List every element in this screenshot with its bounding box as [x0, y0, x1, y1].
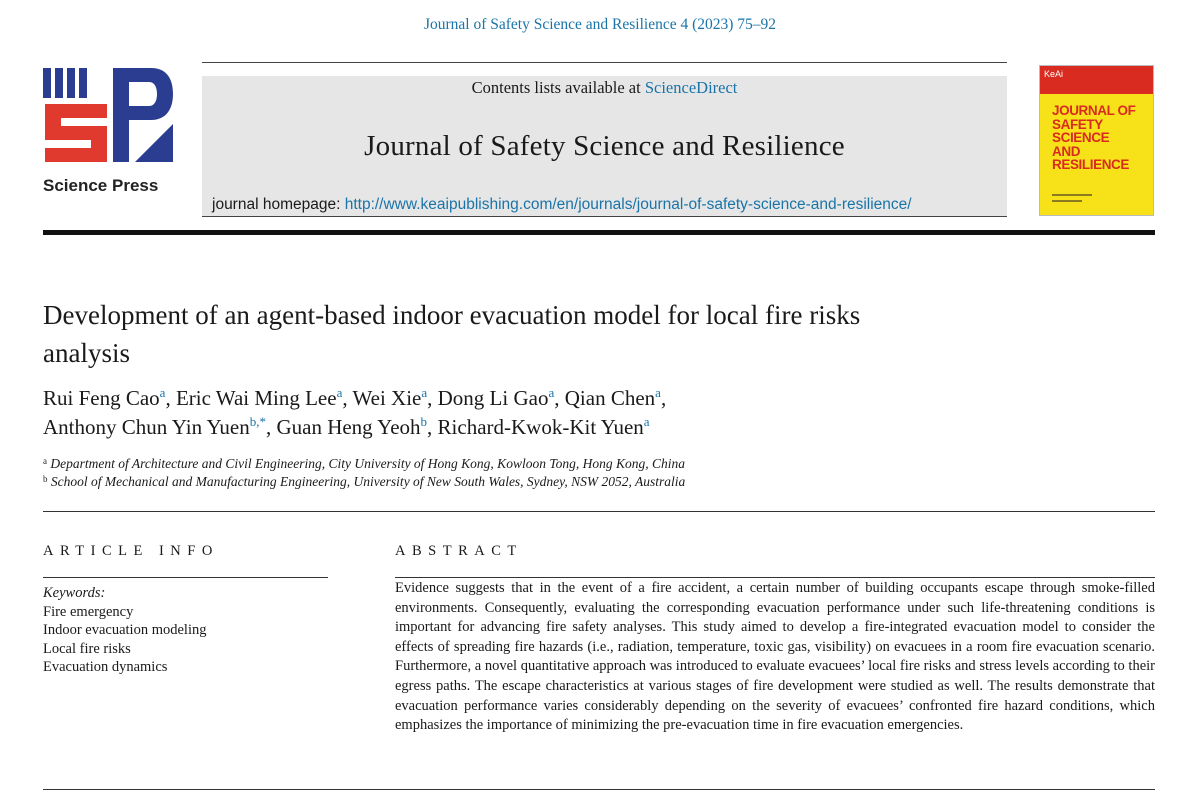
cover-title [1052, 104, 1152, 172]
keyword-item[interactable]: Fire emergency [43, 603, 134, 620]
homepage-line [212, 196, 912, 214]
article-info-heading: ARTICLE INFO [43, 543, 219, 559]
affiliations [43, 455, 685, 491]
author-separator: , [427, 386, 438, 410]
article-title [43, 296, 1093, 372]
abstract-heading: ABSTRACT [395, 543, 523, 559]
affiliation-text: Department of Architecture and Civil Engineering, City University of Hong Kong, Kowloon Tong, Hong Kong, China [50, 456, 685, 471]
author-separator: , [660, 386, 667, 410]
author-name[interactable]: Dong Li Gao [437, 386, 549, 410]
abstract-rule [395, 577, 1155, 578]
affiliation [43, 473, 685, 491]
publisher-name: Science Press [43, 176, 159, 195]
homepage-link[interactable]: http://www.keaipublishing.com/en/journals/journal-of-safety-science-and-resilience/ [344, 196, 912, 213]
journal-citation[interactable]: Journal of Safety Science and Resilience 4 (2023) 75–92 [423, 16, 777, 33]
cover-fine-print [1052, 194, 1092, 196]
section-divider [43, 511, 1155, 512]
affiliation-letter: a [43, 456, 47, 466]
cover-brand: KeAi [1044, 69, 1064, 79]
article-title-line1: Development of an agent-based indoor evacuation model for local fire risks [43, 300, 861, 330]
cover-title-line1: JOURNAL OF [1052, 103, 1136, 118]
keyword-item[interactable]: Evacuation dynamics [43, 659, 168, 675]
author-line [43, 384, 1143, 413]
header-top-rule [202, 62, 1007, 63]
keywords-label: Keywords: [43, 585, 106, 601]
affiliation-letter: b [43, 474, 48, 484]
cover-title-line3: AND RESILIENCE [1052, 143, 1130, 172]
author-separator: , [342, 386, 353, 410]
author-name[interactable]: Wei Xie [352, 386, 422, 410]
cover-title-line2: SAFETY SCIENCE [1052, 116, 1110, 145]
journal-header [202, 76, 1007, 216]
author-name[interactable]: Qian Chen [564, 386, 656, 410]
affiliation-mark[interactable]: a [643, 414, 650, 429]
cover-fine-print [1052, 200, 1082, 202]
author-separator: , [554, 386, 565, 410]
author-separator: , [427, 415, 438, 439]
abstract-text: Evidence suggests that in the event of a fire accident, a certain number of building occupants escape through smoke-filled environments. Consequently, evaluating the corresponding evacuation performance under such life-threatening conditions is important for advancing fire safety analyses. This study aimed to develop a fire-integrated evacuation model to consider the effects of spreading fire hazards (i.e., radiation, temperature, toxic gas, visibility) on evacuees in a room fire evacuation scenario. Furthermore, a novel quantitative approach was introduced to evaluate evacuees’ local fire risks and stress levels according to their egress paths. The escape characteristics at various stages of fire development were studied as well. The results demonstrate that evacuation performance varies considerably depending on the severity of evacuees’ confronted fire hazard conditions, which emphasizes the importance of minimizing the pre-evacuation time in fire evacuation emergencies. [395, 580, 1155, 734]
affiliation-mark[interactable]: a [336, 385, 343, 400]
keywords-section [43, 584, 206, 677]
author-name[interactable]: Anthony Chun Yin Yuen [43, 415, 250, 439]
author-list [43, 384, 1143, 442]
keyword-item[interactable]: Local fire risks [43, 640, 131, 657]
header-bottom-rule [202, 216, 1007, 217]
author-separator: , [265, 415, 277, 439]
sciencedirect-link[interactable]: ScienceDirect [644, 78, 738, 97]
affiliation-mark[interactable]: a [421, 385, 428, 400]
contents-prefix: Contents lists available at [471, 78, 645, 97]
author-name[interactable]: Guan Heng Yeoh [276, 415, 421, 439]
author-name[interactable]: Eric Wai Ming Lee [175, 386, 337, 410]
affiliation-mark[interactable]: a [655, 385, 661, 400]
affiliation-text: School of Mechanical and Manufacturing Engineering, University of New South Wales, Sydney, NSW 2052, Australia [50, 474, 686, 489]
journal-cover [1039, 65, 1154, 216]
article-title-line2: analysis [43, 338, 130, 368]
contents-line [202, 78, 1007, 98]
article-info-rule [43, 577, 328, 578]
homepage-label: journal homepage: [212, 196, 345, 213]
affiliation-mark[interactable]: a [548, 385, 555, 400]
author-name[interactable]: Rui Feng Cao [43, 386, 160, 410]
author-separator: , [165, 386, 176, 410]
author-line [43, 413, 1143, 442]
affiliation-mark[interactable]: b [420, 414, 428, 429]
affiliation-mark[interactable]: a [159, 385, 166, 400]
header-thick-rule [43, 230, 1155, 235]
keyword-item[interactable]: Indoor evacuation modeling [43, 622, 207, 638]
journal-name: Journal of Safety Science and Resilience [364, 130, 845, 162]
affiliation [43, 455, 685, 473]
author-name[interactable]: Richard-Kwok-Kit Yuen [437, 415, 644, 439]
bottom-rule [43, 789, 1155, 790]
affiliation-mark[interactable]: b,* [249, 414, 266, 429]
